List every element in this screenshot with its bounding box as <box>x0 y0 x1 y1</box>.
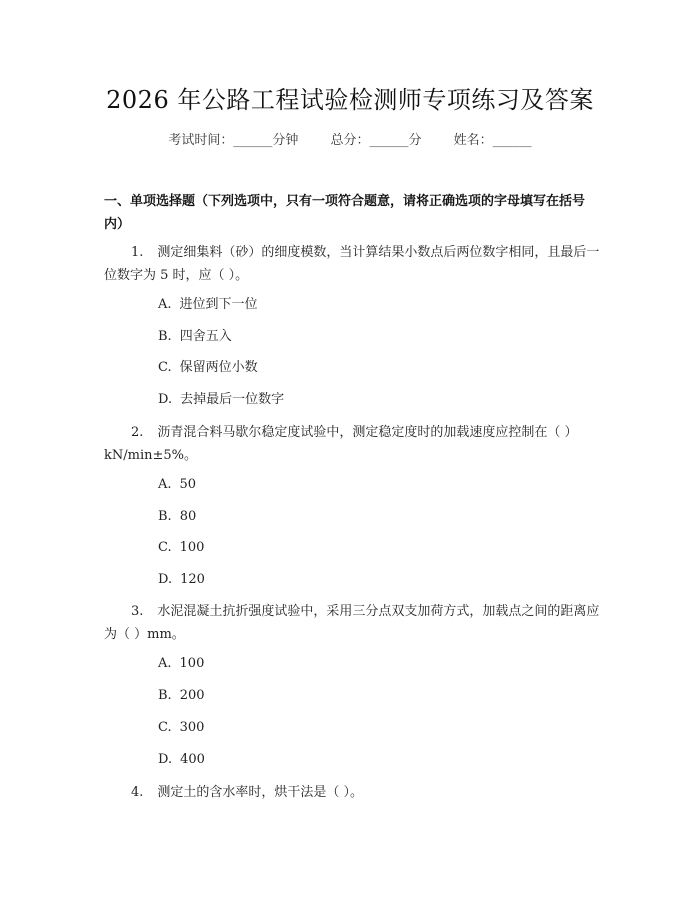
option-letter: D. <box>158 752 173 767</box>
option-letter: D. <box>158 572 173 587</box>
total-score-field: 总分：______分 <box>330 133 422 148</box>
option-2a <box>158 475 196 495</box>
question-2 <box>104 421 602 467</box>
document-title: 2026 年公路工程试验检测师专项练习及答案 <box>106 86 594 114</box>
option-letter: C. <box>158 540 172 555</box>
option-letter: B. <box>158 688 172 703</box>
exam-info-line <box>0 131 700 151</box>
option-letter: B. <box>158 509 172 524</box>
option-letter: B. <box>158 329 172 344</box>
option-text: 50 <box>179 477 197 492</box>
question-text: 沥青混合料马歇尔稳定度试验中，测定稳定度时的加载速度应控制在（ ）kN/min±5%。 <box>104 425 578 463</box>
question-text: 测定细集料（砂）的细度模数，当计算结果小数点后两位数字相同，且最后一位数字为 5 时，应（ ）。 <box>104 245 600 283</box>
question-number: 3. <box>131 604 144 619</box>
option-1a <box>158 295 258 315</box>
option-3d <box>158 750 205 770</box>
option-3a <box>158 654 204 674</box>
option-text: 保留两位小数 <box>179 360 258 375</box>
option-text: 200 <box>179 688 205 703</box>
exam-time-field: 考试时间：______分钟 <box>168 133 299 148</box>
option-letter: C. <box>158 720 172 735</box>
option-text: 80 <box>179 509 197 524</box>
option-text: 300 <box>179 720 205 735</box>
question-number: 1. <box>131 245 144 260</box>
question-text: 水泥混凝土抗折强度试验中，采用三分点双支加荷方式，加载点之间的距离应为（ ）mm。 <box>104 604 600 642</box>
option-text: 进位到下一位 <box>179 297 258 312</box>
option-1d <box>158 390 284 410</box>
option-2c <box>158 538 204 558</box>
option-2d <box>158 570 205 590</box>
option-text: 120 <box>180 572 205 587</box>
name-field: 姓名：______ <box>453 133 532 148</box>
option-3c <box>158 718 204 738</box>
option-letter: C. <box>158 360 172 375</box>
question-1 <box>104 241 602 287</box>
option-text: 去掉最后一位数字 <box>180 392 285 407</box>
option-letter: D. <box>158 392 173 407</box>
option-1b <box>158 327 232 347</box>
option-text: 400 <box>180 752 205 767</box>
section-heading: 一、单项选择题（下列选项中，只有一项符合题意，请将正确选项的字母填写在括号内） <box>104 194 586 232</box>
option-letter: A. <box>158 477 172 492</box>
option-2b <box>158 507 196 527</box>
option-text: 100 <box>179 656 205 671</box>
question-number: 2. <box>131 425 144 440</box>
option-text: 100 <box>179 540 205 555</box>
question-4 <box>104 781 602 804</box>
question-number: 4. <box>131 785 144 800</box>
option-text: 四舍五入 <box>179 329 232 344</box>
option-letter: A. <box>158 297 172 312</box>
option-1c <box>158 358 258 378</box>
option-3b <box>158 686 205 706</box>
option-letter: A. <box>158 656 172 671</box>
question-3 <box>104 600 602 646</box>
question-text: 测定土的含水率时，烘干法是（ ）。 <box>157 785 364 800</box>
